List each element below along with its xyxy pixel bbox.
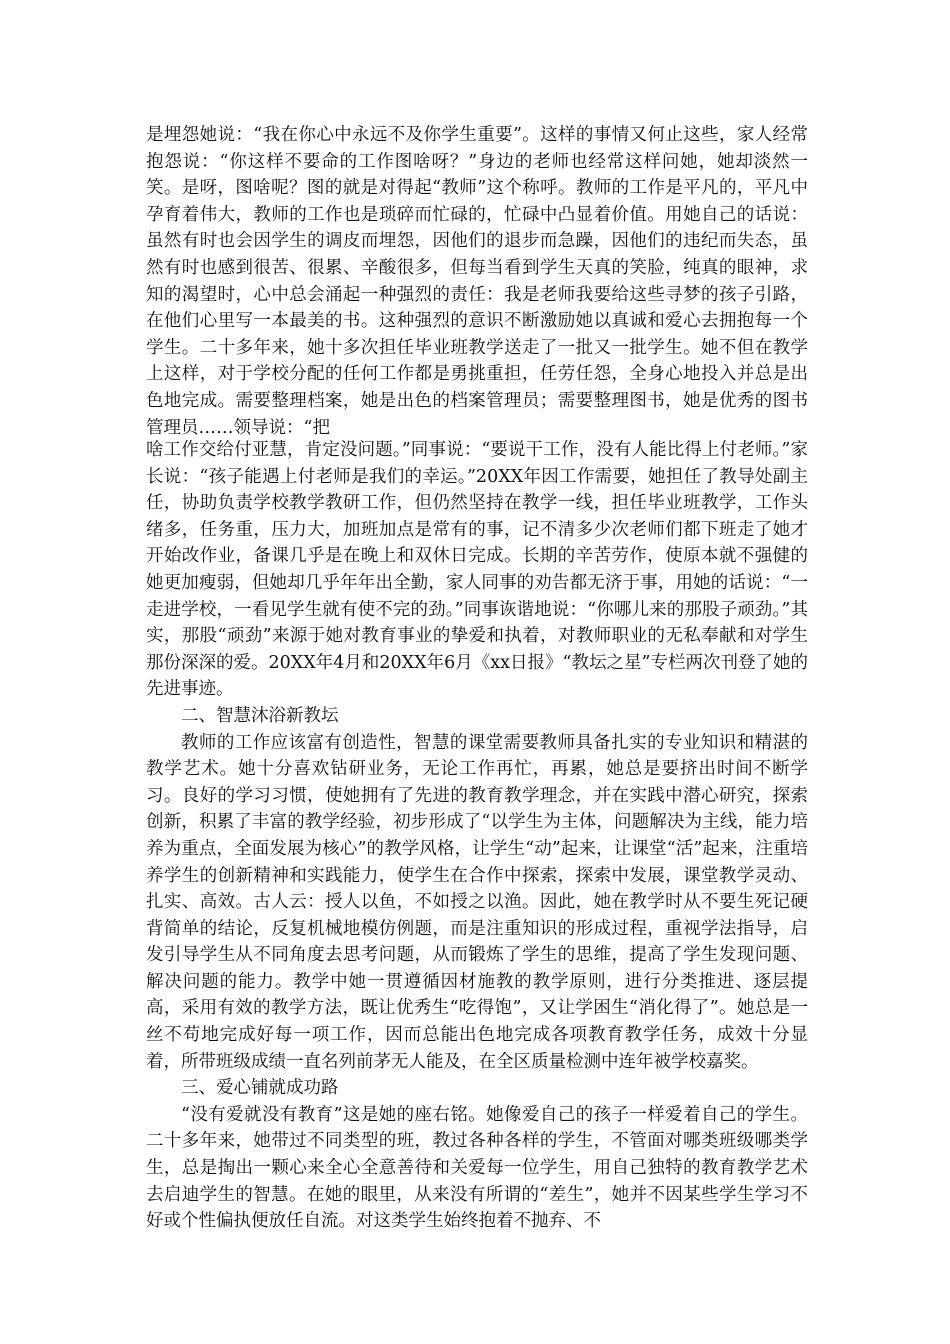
paragraph-section-3: “没有爱就没有教育”这是她的座右铭。她像爱自己的孩子一样爱着自己的学生。二十多年来，她带过不同类型的班，教过各种各样的学生，不管面对哪类班级哪类学生，总是掏出一颗心来全心全意善待和关爱每一位学生，用自己独特的教育教学艺术去启迪学生的智慧。在她的眼里，从来没有所谓的“差生”，她并不因某些学生学习不好或个性偏执便放任自流。对这类学生始终抱着不抛弃、不 bbox=[146, 1104, 808, 1232]
section-heading-3: 三、爱心铺就成功路 bbox=[181, 1078, 339, 1099]
paragraph-continuation: 啥工作交给付亚慧，肯定没问题。”同事说：“要说干工作，没有人能比得上付老师。”家长说：“孩子能遇上付老师是我们的幸运。”20XX年因工作需要，她担任了教导处副主任，协助负责学校教学教研工作，但仍然坚持在教学一线，担任毕业班教学，工作头绪多，任务重，压力大，加班加点是常有的事，记不清多少次老师们都下班走了她才开始改作业，备课几乎是在晚上和双休日完成。长期的辛苦劳作，使原本就不强健的她更加瘦弱，但她却几乎年年出全勤，家人同事的劝告都无济于事，用她的话说：“一走进学校，一看见学生就有使不完的劲。”同事诙谐地说：“你哪儿来的那股子顽劲。”其实，那股“顽劲”来源于她对教育事业的挚爱和执着，对教师职业的无私奉献和对学生那份深深的爱。20XX年4月和20XX年6月《xx日报》“教坛之星”专栏两次刊登了她的先进事迹。 bbox=[146, 440, 808, 700]
paragraph-section-2: 教师的工作应该富有创造性，智慧的课堂需要教师具备扎实的专业知识和精湛的教学艺术。她十分喜欢钻研业务，无论工作再忙，再累，她总是要挤出时间不断学习。良好的学习习惯，使她拥有了先进的教育教学理念，并在实践中潜心研究，探索创新，积累了丰富的教学经验，初步形成了“以学生为主体，问题解决为主线，能力培养为重点，全面发展为核心”的教学风格，让学生“动”起来，让课堂“活”起来，注重培养学生的创新精神和实践能力，使学生在合作中探索，探索中发展，课堂教学灵动、扎实、高效。古人云：授人以鱼，不如授之以渔。因此，她在教学时从不要生死记硬背简单的结论，反复机械地模仿例题，而是注重知识的形成过程，重视学法指导，启发引导学生从不同角度去思考问题，从而锻炼了学生的思维，提高了学生发现问题、解决问题的能力。教学中她一贯遵循因材施教的教学原则，进行分类推进、逐层提高，采用有效的教学方法，既让优秀生“吃得饱”，又让学困生“消化得了”。她总是一丝不苟地完成好每一项工作，因而总能出色地完成各项教育教学任务，成效十分显着，所带班级成绩一直名列前茅无人能及，在全区质量检测中连年被学校嘉奖。 bbox=[146, 732, 808, 1072]
paragraph-continued: 是埋怨她说：“我在你心中永远不及你学生重要”。这样的事情又何止这些，家人经常抱怨说：“你这样不要命的工作图啥呀？”身边的老师也经常这样问她，她却淡然一笑。是呀，图啥呢？图的就是对得起“教师”这个称呼。教师的工作是平凡的，平凡中孕育着伟大，教师的工作也是琐碎而忙碌的，忙碌中凸显着价值。用她自己的话说：虽然有时也会因学生的调皮而埋怨，因他们的退步而急躁，因他们的违纪而失态，虽然有时也感到很苦、很累、辛酸很多，但每当看到学生天真的笑脸，纯真的眼神，求知的渴望时，心中总会涌起一种强烈的责任：我是老师我要给这些寻梦的孩子引路，在他们心里写一本最美的书。这种强烈的意识不断激励她以真诚和爱心去拥抱每一个学生。二十多年来，她十多次担任毕业班教学送走了一批又一批学生。她不但在教学上这样，对于学校分配的任何工作都是勇挑重担，任劳任怨，全身心地投入并总是出色地完成。需要整理档案，她是出色的档案管理员；需要整理图书，她是优秀的图书管理员……领导说：“把 bbox=[146, 125, 808, 438]
section-heading-2: 二、智慧沐浴新教坛 bbox=[181, 705, 339, 726]
document-body bbox=[146, 437, 808, 1235]
